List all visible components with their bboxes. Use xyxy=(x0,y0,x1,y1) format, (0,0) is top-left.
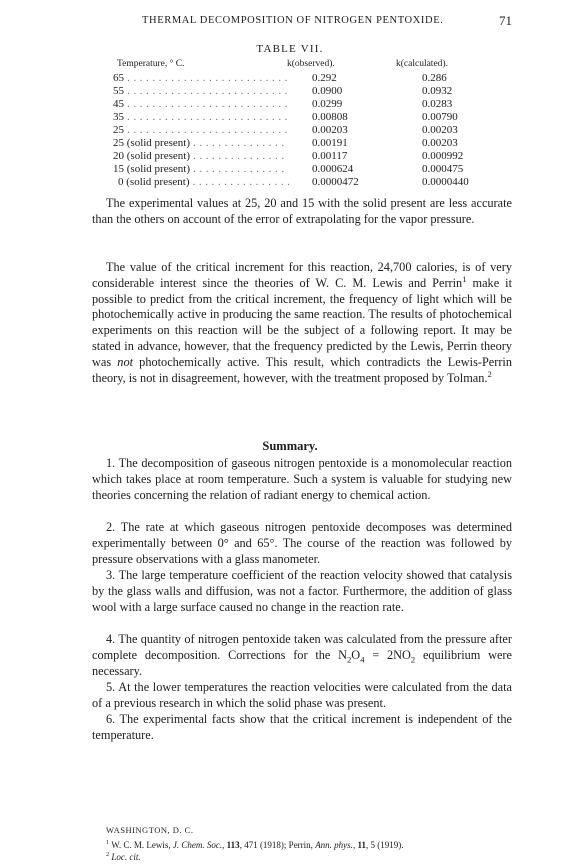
s4-text-b: O xyxy=(351,647,361,662)
page-number: 71 xyxy=(499,13,512,28)
fn1-text: , xyxy=(222,840,227,850)
header-k-observed: k(observed). xyxy=(287,59,335,69)
table-row xyxy=(0,137,580,150)
table-row xyxy=(0,111,580,124)
summary-item-3: 3. The large temperature coefficient of the reaction velocity showed that catalysis by the glass walls and diffusion, was not a factor. Furthermore, the addition of glass wool with a large surface caused no change in the reaction rate. xyxy=(92,568,512,614)
running-head xyxy=(92,15,512,29)
fn2-text: Loc. cit. xyxy=(109,852,141,862)
table-row xyxy=(0,176,580,189)
footnote-ref-2: 2 xyxy=(487,368,492,379)
cell-temperature: 25 (solid present) . . . xyxy=(113,137,287,149)
cell-temperature: 55 . . . xyxy=(113,85,287,97)
table-row xyxy=(0,85,580,98)
table-row xyxy=(0,72,580,85)
cell-k-observed: 0.00808 xyxy=(312,111,348,123)
cell-k-calculated: 0.00203 xyxy=(422,137,458,149)
summary-item-6: 6. The experimental facts show that the critical increment is independent of the temperature. xyxy=(92,712,512,742)
cell-k-calculated: 0.0932 xyxy=(422,85,453,97)
s4-text-c: = 2NO xyxy=(364,647,411,662)
footnote-mark: 1 xyxy=(106,839,110,846)
table-row xyxy=(0,150,580,163)
cell-k-observed: 0.00117 xyxy=(312,150,348,162)
cell-k-observed: 0.0000472 xyxy=(312,176,359,188)
cell-k-observed: 0.0299 xyxy=(312,98,343,110)
cell-k-observed: 0.0900 xyxy=(312,85,343,97)
summary-item-2: 2. The rate at which gaseous nitrogen pentoxide decomposes was determined experimentally between 0° and 65°. The course of the reaction was followed by pressure observations with a glass manometer. xyxy=(92,520,512,566)
header-k-calculated: k(calculated). xyxy=(396,59,448,69)
cell-k-calculated: 0.00203 xyxy=(422,124,458,136)
table-caption: TABLE VII. xyxy=(256,43,324,55)
cell-k-calculated: 0.0283 xyxy=(422,98,453,110)
p2-text-a: The value of the critical increment for this reaction, 24,700 calories, is of very considerable interest since the theories of W. C. M. Lewis and Perrin xyxy=(92,260,512,290)
cell-temperature: 20 (solid present) . . . xyxy=(113,150,287,162)
p2-emphasis-not: not xyxy=(117,354,134,369)
s4-text-a: 4. The quantity of nitrogen pentoxide taken was calculated from the pressure after complete decomposition. Corrections for the N xyxy=(92,632,512,662)
author-location: WASHINGTON, D. C. xyxy=(106,825,194,835)
summary-item-1: 1. The decomposition of gaseous nitrogen pentoxide is a monomolecular reaction which takes place at room temperature. Such a system is valuable for studying new theories concerning the relation of radiant energy to chemical action. xyxy=(92,456,512,502)
s4-subscript: 4 xyxy=(360,654,365,665)
table-row xyxy=(0,98,580,111)
s4-subscript: 2 xyxy=(346,654,352,665)
cell-temperature: 35 . . . xyxy=(113,111,287,123)
table-row xyxy=(0,163,580,176)
fn1-volume: 113 xyxy=(226,840,240,850)
cell-temperature: 45 . . . xyxy=(113,98,287,110)
fn1-journal: Ann. phys. xyxy=(315,840,353,850)
cell-k-observed: 0.00203 xyxy=(312,124,348,136)
cell-k-observed: 0.292 xyxy=(312,72,337,84)
footnote-mark: 2 xyxy=(106,851,110,858)
cell-temperature: 15 (solid present) . . . xyxy=(113,163,287,175)
fn1-text: , 471 (1918); Perrin, xyxy=(239,840,316,850)
cell-k-calculated: 0.000475 xyxy=(422,163,464,175)
table-row xyxy=(0,124,580,137)
p2-text-b: make it possible to predict from the critical increment, the frequency of light which will be photochemically active in producing the same reaction. The results of photochemical experiments on this reaction will be the subject of a following report. It may be stated in advance, however, that the frequency predicted by the Lewis, Perrin theory was xyxy=(92,275,512,369)
cell-temperature: 0 (solid present) . . . xyxy=(113,176,292,188)
summary-item-4 xyxy=(92,632,512,679)
summary-item-5: 5. At the lower temperatures the reaction velocities were calculated from the data of a previous research in which the solid phase was present. xyxy=(92,680,512,710)
cell-k-observed: 0.000624 xyxy=(312,163,354,175)
footnote-2 xyxy=(106,852,141,862)
paragraph-extrapolation-note: The experimental values at 25, 20 and 15 with the solid present are less accurate than the others on account of the error of extrapolating for the vapor pressure. xyxy=(92,196,512,226)
p2-text-d: photochemically active. This result, which contradicts the Lewis-Perrin theory, is not in disagreement, however, with the treatment proposed by Tolman. xyxy=(92,354,512,385)
cell-k-observed: 0.00191 xyxy=(312,137,348,149)
cell-temperature: 65 . . . xyxy=(113,72,287,84)
header-temperature: Temperature, ° C. xyxy=(117,59,185,69)
s4-text-d: equilibrium were necessary. xyxy=(92,647,512,678)
paragraph-critical-increment xyxy=(92,260,512,386)
cell-k-calculated: 0.286 xyxy=(422,72,447,84)
summary-heading: Summary. xyxy=(262,439,318,453)
fn1-journal: J. Chem. Soc. xyxy=(172,840,223,850)
cell-k-calculated: 0.000992 xyxy=(422,150,464,162)
cell-k-calculated: 0.0000440 xyxy=(422,176,469,188)
fn1-text: , xyxy=(352,840,358,850)
footnote-ref-1: 1 xyxy=(462,273,467,284)
s4-subscript: 2 xyxy=(410,654,416,665)
fn1-volume: 11 xyxy=(357,840,366,850)
fn1-text: W. C. M. Lewis, xyxy=(109,840,173,850)
fn1-text: , 5 (1919). xyxy=(365,840,404,850)
running-head-title: THERMAL DECOMPOSITION OF NITROGEN PENTOXIDE. xyxy=(142,15,444,26)
cell-k-calculated: 0.00790 xyxy=(422,111,458,123)
footnote-1 xyxy=(106,840,403,850)
cell-temperature: 25 . . . xyxy=(113,124,287,136)
